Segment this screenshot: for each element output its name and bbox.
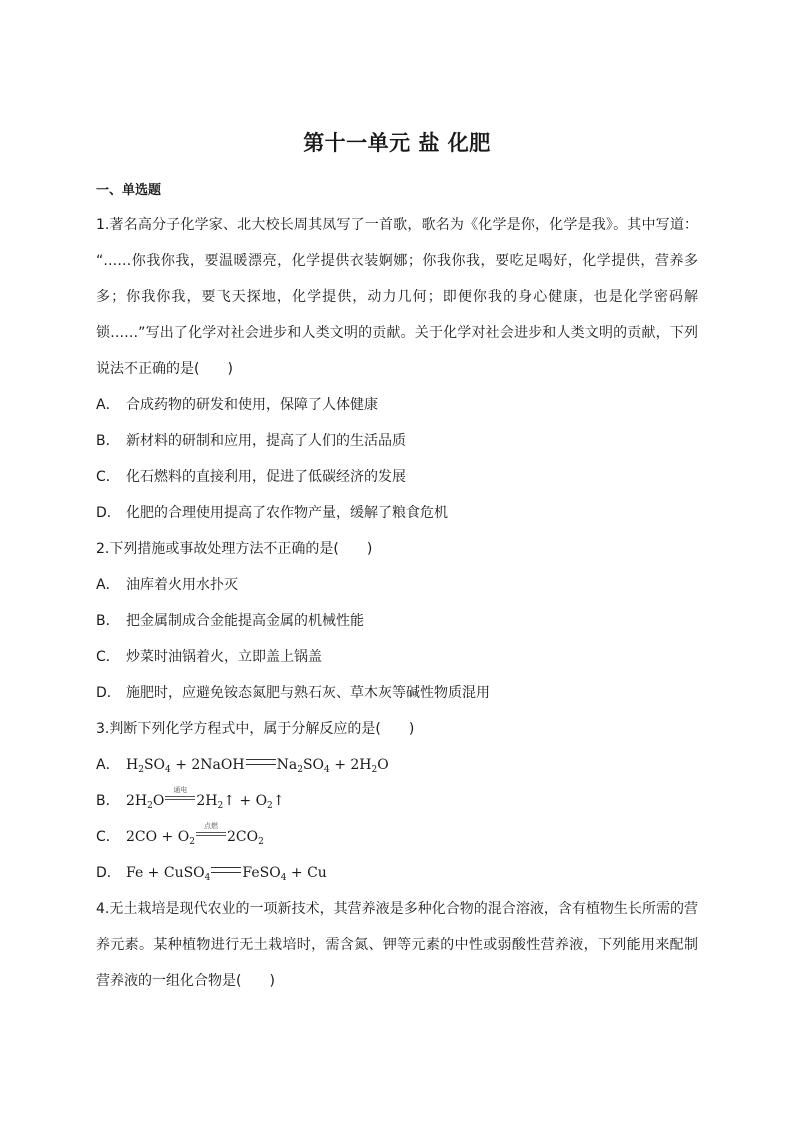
q2-option-c: C． 炒菜时油锅着火，立即盖上锅盖 [96,649,322,665]
q3-option-c: C． $2CO + O_2$ 点燃 $2CO_2$ [96,822,264,847]
q1-option-d: D． 化肥的合理使用提高了农作物产量，缓解了粮食危机 [96,505,448,521]
page-title: 第十一单元 盐 化肥 [303,131,491,155]
q1-stem-line-5: 说法不正确的是( ) [96,361,233,377]
q1-stem-line-3: 多；你我你我，要飞天探地，化学提供，动力几何；即便你我的身心健康，也是化学密码解 [96,289,698,305]
equation-b: $2H_2O$ 通电 $2H_2↑$ + $O_2↑$ [126,786,285,811]
section-heading: 一、单选题 [96,183,162,198]
q2-stem: 2.下列措施或事故处理方法不正确的是( ) [96,541,373,557]
equation-c: $2CO + O_2$ 点燃 $2CO_2$ [126,822,264,847]
q1-stem-line-1: 1.著名高分子化学家、北大校长周其凤写了一首歌，歌名为《化学是你，化学是我》。其中写道： [96,217,698,233]
condition-label: 通电 [173,786,188,794]
q2-option-d: D． 施肥时，应避免铵态氮肥与熟石灰、草木灰等碱性物质混用 [96,685,490,701]
q2-option-b: B． 把金属制成合金能提高金属的机械性能 [96,613,364,629]
q4-stem-line-3: 营养液的一组化合物是( ) [96,973,275,989]
q1-stem-line-2: “……你我你我，要温暖漂亮，化学提供衣装婀娜；你我你我，要吃足喝好，化学提供，营养多 [96,253,698,269]
condition-label: 点燃 [203,822,218,830]
q4-stem-line-1: 4.无土栽培是现代农业的一项新技术，其营养液是多种化合物的混合溶液，含有植物生长所需的营 [96,901,698,917]
q1-option-c: C． 化石燃料的直接利用，促进了低碳经济的发展 [96,469,406,485]
q3-option-a: A． $H_2SO_4$ + 2NaOH $Na_2SO_4 + 2H_2O$ [96,757,389,775]
equation-d: Fe + CuSO$_4$ FeSO$_4$ + Cu [126,865,327,883]
q3-option-b: B． $2H_2O$ 通电 $2H_2↑$ + $O_2↑$ [96,786,285,811]
q4-stem-line-2: 养元素。某种植物进行无土栽培时，需含氮、钾等元素的中性或弱酸性营养液，下列能用来配制 [96,937,698,953]
equation-a: $H_2SO_4$ + 2NaOH $Na_2SO_4 + 2H_2O$ [126,757,389,775]
q3-option-d: D． Fe + CuSO$_4$ FeSO$_4$ + Cu [96,865,327,883]
q3-stem: 3.判断下列化学方程式中，属于分解反应的是( ) [96,721,415,737]
q1-option-b: B． 新材料的研制和应用，提高了人们的生活品质 [96,433,406,449]
q1-stem-line-4: 锁……”写出了化学对社会进步和人类文明的贡献。关于化学对社会进步和人类文明的贡献，下列 [96,325,698,341]
q2-option-a: A． 油库着火用水扑灭 [96,577,238,593]
q1-option-a: A． 合成药物的研发和使用，保障了人体健康 [96,397,378,413]
